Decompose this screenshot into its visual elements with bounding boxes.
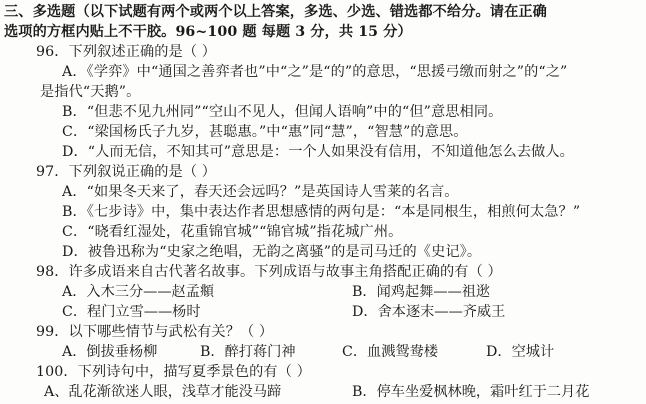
question-98-stem: 98．许多成语来自古代著名故事。下列成语与故事主角搭配正确的有（ ） — [36, 264, 502, 280]
question-99-option-d: D．空城计 — [486, 344, 555, 360]
question-97-option-a: A．“如果冬天来了，春天还会远吗？”是英国诗人雪莱的名言。 — [62, 184, 459, 200]
question-100-option-b: B．停车坐爱枫林晚，霜叶红于二月花 — [352, 384, 590, 400]
question-96-stem: 96．下列叙述正确的是（ ） — [36, 44, 217, 60]
question-99-option-b: B．醉打蒋门神 — [200, 344, 296, 360]
question-96-option-a: A．《学弈》中“通国之善弈者也”中“之”是“的”的意思，“思援弓缴而射之”的“之” — [62, 64, 568, 80]
question-97-stem: 97．下列叙说正确的是（ ） — [36, 164, 217, 180]
question-99-option-c: C．血溅鸳鸯楼 — [342, 344, 438, 360]
question-98-option-c: C．程门立雪——杨时 — [62, 304, 201, 320]
question-96-option-d: D．“人而无信，不知其可”意思是：一个人如果没有信用，不知道他怎么去做人。 — [62, 144, 574, 160]
question-100-option-a: A、乱花渐欲迷人眼，浅草才能没马蹄 — [44, 384, 282, 400]
question-97-option-c: C．“晓看红湿处，花重锦官城”“锦官城”指花城广州。 — [62, 224, 403, 240]
question-99-stem: 99．以下哪些情节与武松有关？（ ） — [36, 324, 274, 340]
question-98-option-d: D．舍本逐末——齐威王 — [352, 304, 506, 320]
question-97-option-b: B．《七步诗》中，集中表达作者思想感情的两句是：“本是同根生，相煎何太急？” — [62, 204, 581, 220]
question-98-option-b: B．闻鸡起舞——祖逖 — [352, 284, 491, 300]
section-heading-line-1: 三、多选题（以下试题有两个或两个以上答案，多选、少选、错选都不给分。请在正确 — [4, 4, 547, 20]
question-99-option-a: A．倒拔垂杨柳 — [62, 344, 158, 360]
section-heading-line-2: 选项的方框内贴上不干胶。96~100 题 每题 3 分，共 15 分） — [4, 24, 412, 40]
question-100-stem: 100．下列诗句中，描写夏季景色的有（ ） — [36, 364, 311, 380]
question-97-option-d: D．被鲁迅称为“史家之绝唱，无韵之离骚”的是司马迁的《史记》。 — [62, 244, 482, 260]
question-96-option-b: B．“但悲不见九州同”“空山不见人，但闻人语响”中的“但”意思相同。 — [62, 104, 503, 120]
question-98-option-a: A．入木三分——赵孟頫 — [62, 284, 215, 300]
question-96-option-c: C．“梁国杨氏子九岁，甚聪惠。”中“惠”同“慧”，“智慧”的意思。 — [62, 124, 468, 140]
question-96-option-a-cont: 是指代“天鹅”。 — [40, 84, 141, 100]
